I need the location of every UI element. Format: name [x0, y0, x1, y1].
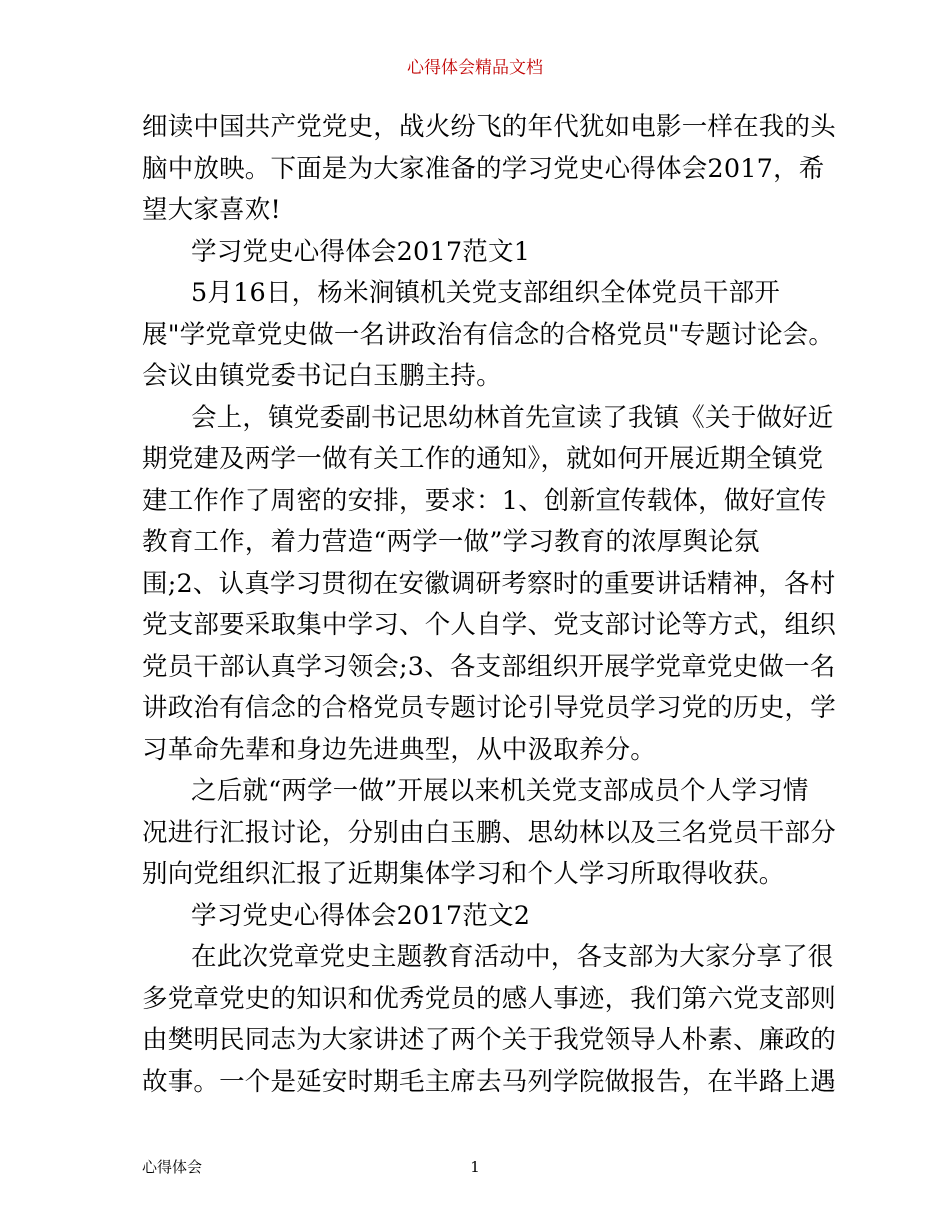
text-line: 况进行汇报讨论，分别由白玉鹏、思幼林以及三名党员干部分 — [142, 817, 836, 848]
document-body — [142, 107, 836, 1103]
text-line: 别向党组织汇报了近期集体学习和个人学习所取得收获。 — [142, 859, 785, 889]
document-header-title: 心得体会精品文档 — [407, 58, 543, 78]
text-line: 会议由镇党委书记白玉鹏主持。 — [142, 361, 502, 391]
text-line: 展"学党章党史做一名讲政治有信念的合格党员"专题讨论会。 — [142, 319, 835, 350]
text-line: 党员干部认真学习领会;3、各支部组织开展学党章党史做一名 — [142, 651, 836, 682]
page-number: 1 — [470, 1158, 480, 1176]
text-line: 党支部要采取集中学习、个人自学、党支部讨论等方式，组织 — [142, 610, 836, 640]
text-line: 5月16日，杨米涧镇机关党支部组织全体党员干部开 — [191, 278, 780, 308]
paragraph-intro — [142, 107, 836, 232]
text-line: 之后就“两学一做”开展以来机关党支部成员个人学习情 — [191, 776, 809, 806]
text-line: 在此次党章党史主题教育活动中，各支部为大家分享了很 — [191, 942, 834, 972]
paragraph — [142, 398, 836, 772]
text-line: 习革命先辈和身边先进典型，从中汲取养分。 — [142, 734, 657, 765]
text-line: 讲政治有信念的合格党员专题讨论引导党员学习党的历史，学 — [142, 693, 836, 723]
text-line: 由樊明民同志为大家讲述了两个关于我党领导人朴素、廉政的 — [142, 1025, 836, 1055]
text-line: 围;2、认真学习贯彻在安徽调研考察时的重要讲话精神，各村 — [142, 568, 836, 599]
text-line: 脑中放映。下面是为大家准备的学习党史心得体会2017，希 — [142, 153, 825, 184]
text-line: 会上，镇党委副书记思幼林首先宣读了我镇《关于做好近 — [191, 402, 834, 433]
text-line: 学习党史心得体会2017范文2 — [191, 900, 531, 931]
text-line: 期党建及两学一做有关工作的通知》，就如何开展近期全镇党 — [142, 444, 824, 474]
text-line: 学习党史心得体会2017范文1 — [191, 236, 531, 267]
text-line: 建工作作了周密的安排，要求：1、创新宣传载体，做好宣传 — [142, 485, 827, 516]
paragraph — [142, 771, 836, 896]
paragraph — [142, 937, 836, 1103]
text-line: 多党章党史的知识和优秀党员的感人事迹，我们第六党支部则 — [142, 983, 836, 1014]
footer-label: 心得体会 — [142, 1158, 203, 1176]
section-heading-2 — [142, 896, 814, 938]
text-line: 教育工作，着力营造“两学一做”学习教育的浓厚舆论氛 — [142, 527, 760, 557]
text-line: 故事。一个是延安时期毛主席去马列学院做报告，在半路上遇 — [142, 1066, 836, 1097]
section-heading-1 — [142, 232, 814, 274]
text-line: 细读中国共产党党史，战火纷飞的年代犹如电影一样在我的头 — [142, 112, 836, 142]
text-line: 望大家喜欢! — [142, 195, 281, 225]
paragraph — [142, 273, 835, 398]
